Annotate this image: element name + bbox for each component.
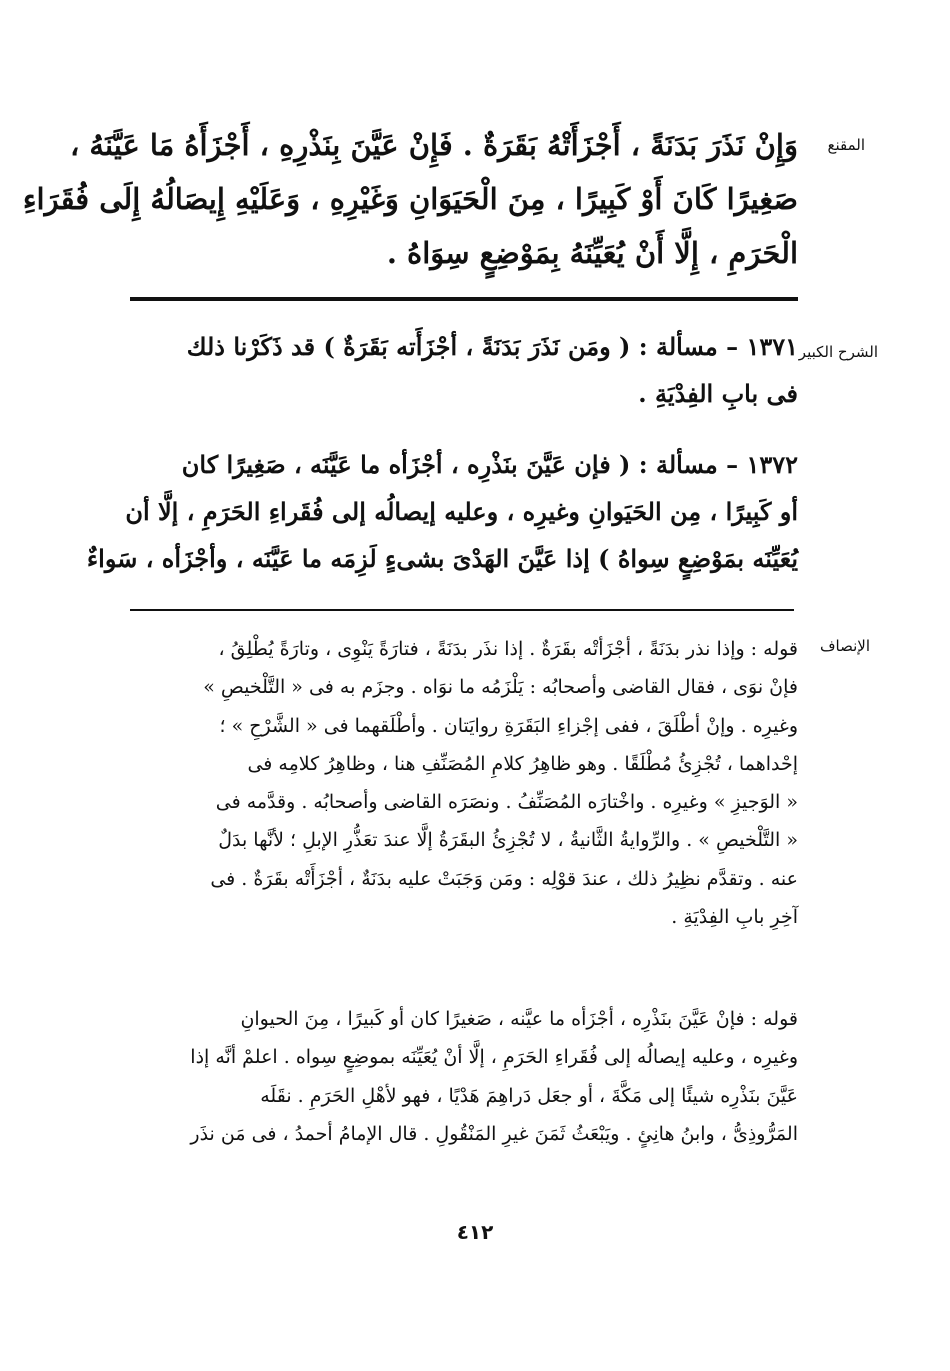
insaf-line: قوله : فإنْ عَيَّنَ بنَذْرِه ، أجْزَأه ما عيَّنه ، صَغيرًا كان أو كَبيرًا ، مِنَ الحيوانِ [240, 1008, 798, 1030]
page-number: ٤١٢ [456, 1220, 494, 1244]
insaf-line: إحْداهما ، تُجْزِئُ مُطْلَقًا . وهو ظاهِرُ كلامِ المُصَنِّفِ هنا ، وظاهِرُ كلامِه فى [247, 752, 798, 775]
section-label-sharh: الشرح الكبير [798, 343, 878, 361]
insaf-line: عنه . وتقدَّم نظِيرُ ذلك ، عندَ قوْلِه : ومَن وَجَبَتْ عليه بدَنَةٌ ، أجْزَأَتْه بقَرَةٌ . فى [210, 867, 798, 890]
insaf-line: وغيرِه ، وعليه إيصالُه إلى فُقَراءِ الحَرَمِ ، إلَّا أنْ يُعَيِّنَه بموضِعٍ سِواه . اعلمْ أنَّه إذا [190, 1046, 798, 1069]
sharh-paragraph-1372 [86, 441, 798, 582]
insaf-paragraph-2 [110, 1000, 798, 1153]
insaf-line: عَيَّنَ بنَذْرِه شيئًا إلى مَكَّةَ ، أو جعَل دَراهِمَ هَدْيًا ، فهو لأهْلِ الحَرَمِ . نقَلَه [260, 1084, 798, 1107]
section-label-insaf: الإنصاف [819, 637, 870, 655]
sharh-line: ١٣٧١ – مسألة : ( ومَن نَذَرَ بَدَنَةً ، أجْزَأَته بَقَرَةٌ ) قد ذَكَرْنا ذلك [186, 332, 798, 361]
insaf-line: آخِرِ بابِ الفِدْيَةِ . [671, 906, 798, 929]
thin-divider [130, 609, 794, 611]
sharh-line: فى بابِ الفِدْيَةِ . [638, 379, 798, 408]
insaf-paragraph-1 [110, 630, 798, 936]
insaf-line: « الوَجيزِ » وغيرِه . واخْتارَه المُصَنِّفُ . ونصَرَه القاضى وأصحابُه . وقدَّمه فى [215, 791, 798, 814]
sharh-line: أو كَبِيرًا ، مِن الحَيَوانِ وغيرِه ، وعليه إيصالُه إلى فُقَراءِ الحَرَمِ ، إلَّا أن [125, 497, 798, 526]
sharh-line: يُعَيِّنَه بمَوْضِعٍ سِواهُ ) إذا عَيَّنَ الهَدْىَ بشىءٍ لَزِمَه ما عَيَّنَه ، وأجْزَأه ، سَواءٌ [86, 544, 798, 573]
insaf-line: وغيرِه . وإنْ أطْلَقَ ، ففى إجْزاءِ البَقَرَةِ روايَتان . وأطْلَقهما فى « الشَّرْحِ » ؛ [219, 714, 798, 737]
sharh-line: ١٣٧٢ – مسألة : ( فإن عَيَّنَ بنَذْرِه ، أجْزَأه ما عَيَّنَه ، صَغِيرًا كان [181, 450, 798, 479]
insaf-line: « التَّلْخيصِ » . والرِّوايةُ الثَّانيةُ ، لا تُجْزِئُ البقَرَةُ إلَّا عندَ تعَذُّرِ الإبلِ ؛ لأنَّها بدَلٌ [218, 829, 798, 852]
muqni-line: الْحَرَمِ ، إِلَّا أَنْ يُعَيِّنَهُ بِمَوْضِعٍ سِوَاهُ . [386, 236, 798, 270]
muqni-line: صَغِيرًا كَانَ أَوْ كَبِيرًا ، مِنَ الْحَيَوَانِ وَغَيْرِهِ ، وَعَلَيْهِ إِيصَالُهُ إِلَى فُقَرَاءِ [22, 182, 798, 216]
insaf-line: قوله : وإذا نذر بدَنَةً ، أجْزَأتْه بقَرَةٌ . إذا نذَر بدَنَةً ، فتارَةً يَنْوِى ، وتارَةً يُطْلِقُ ، [218, 638, 798, 660]
muqni-text [22, 118, 798, 280]
insaf-line: فإنْ نوَى ، فقال القاضى وأصحابُه : يَلْزَمُه ما نوَاه . وجزَم به فى « التَّلْخيصِ » [203, 676, 798, 699]
thick-divider [130, 297, 798, 301]
sharh-paragraph-1371 [110, 323, 798, 417]
insaf-line: المَرُّوذِىُّ ، وابنُ هانِئٍ . ويَبْعَثُ ثَمَنَ غيرِ المَنْقُولِ . قال الإمامُ أحمدُ ، فى مَن نذَر [190, 1122, 798, 1145]
muqni-line: وَإِنْ نَذَرَ بَدَنَةً ، أَجْزَأَتْهُ بَقَرَةٌ . فَإِنْ عَيَّنَ بِنَذْرِهِ ، أَجْزَأَهُ مَا عَيَّنَهُ ، [69, 128, 798, 162]
section-label-muqni: المقنع [827, 136, 865, 154]
